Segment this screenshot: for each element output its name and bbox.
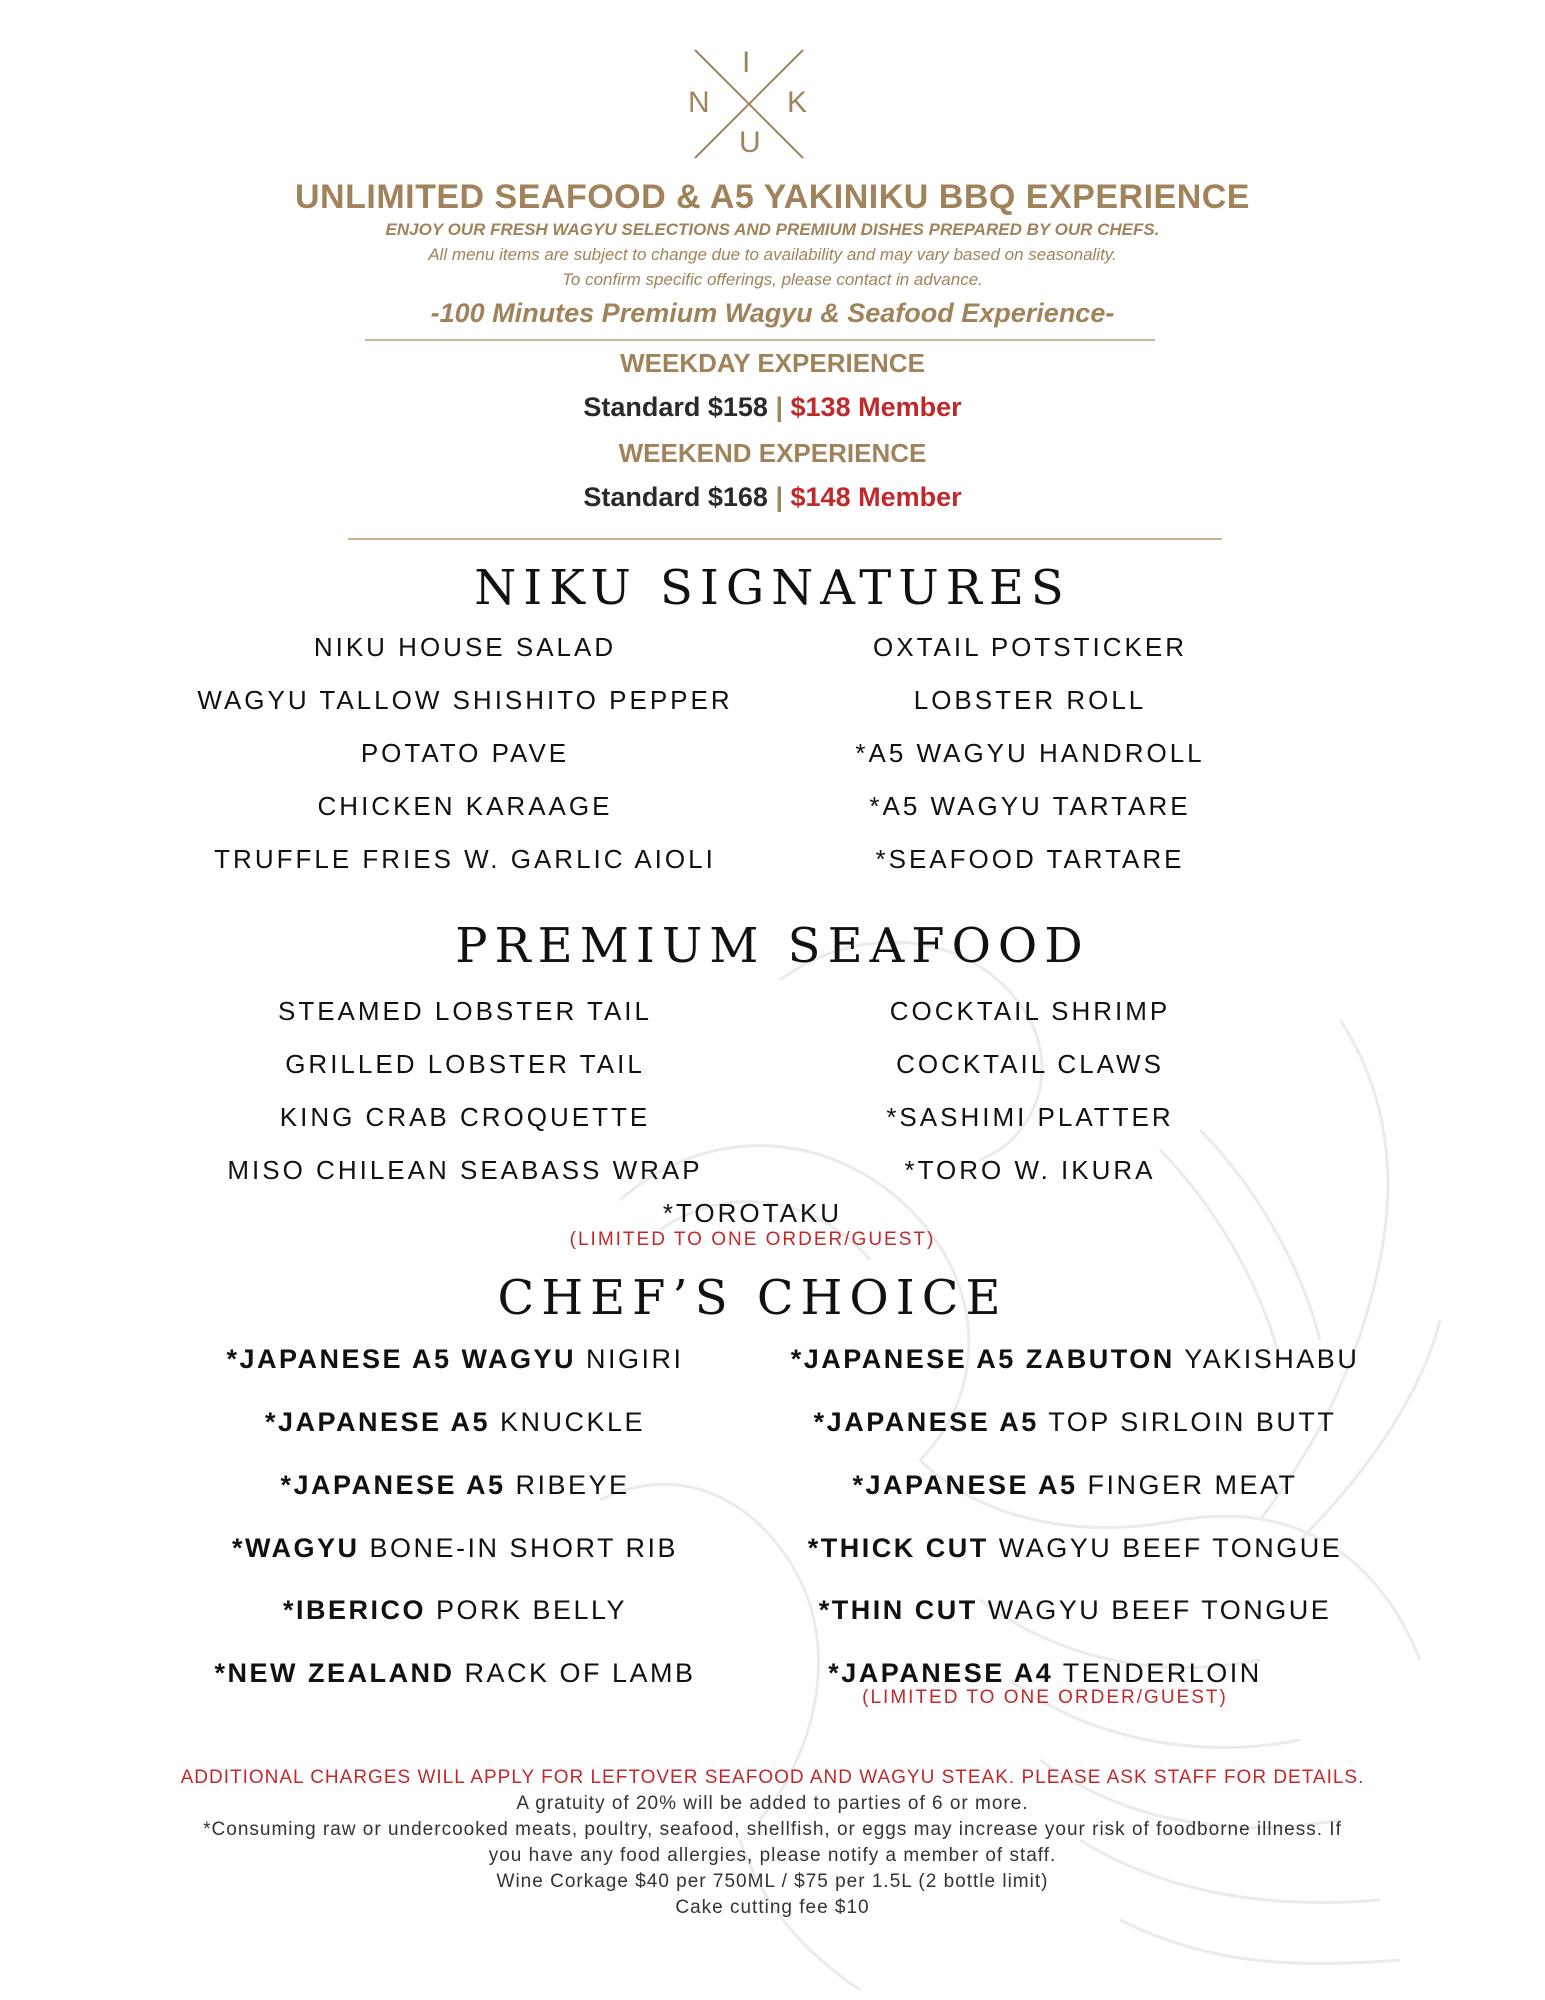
seafood-item: COCKTAIL SHRIMP	[889, 996, 1171, 1026]
section-title-chefs-choice: CHEF’S CHOICE	[497, 1270, 1008, 1326]
chef-item	[690, 1407, 1460, 1438]
chef-item-grade: *THICK CUT	[807, 1533, 989, 1563]
chef-item	[690, 1470, 1460, 1501]
weekend-standard-price: Standard $168	[583, 482, 768, 512]
seafood-item: GRILLED LOBSTER TAIL	[285, 1049, 645, 1079]
chef-item-grade: *IBERICO	[282, 1595, 426, 1625]
chef-item	[690, 1658, 1400, 1689]
consumption-warning: *Consuming raw or undercooked meats, poultry, seafood, shellfish, or eggs may increase your risk of foodborne illness. If	[203, 1819, 1342, 1840]
cake-cutting-fee: Cake cutting fee $10	[675, 1897, 870, 1918]
weekend-label: WEEKEND EXPERIENCE	[618, 438, 927, 468]
signature-item: OXTAIL POTSTICKER	[873, 632, 1187, 662]
divider-top	[365, 339, 1155, 341]
chef-item-cut: KNUCKLE	[490, 1407, 646, 1437]
chef-item	[690, 1533, 1460, 1564]
seafood-item: STEAMED LOBSTER TAIL	[277, 996, 652, 1026]
allergy-note: you have any food allergies, please notify a member of staff.	[488, 1845, 1057, 1866]
signature-item: POTATO PAVE	[360, 738, 570, 768]
limit-note: (LIMITED TO ONE ORDER/GUEST)	[862, 1687, 1228, 1708]
chef-item-cut: WAGYU BEEF TONGUE	[988, 1533, 1343, 1563]
chef-item-grade: *JAPANESE A5 WAGYU	[226, 1344, 577, 1374]
experience-duration: -100 Minutes Premium Wagyu & Seafood Experience-	[430, 298, 1115, 328]
seafood-item-torotaku: *TOROTAKU	[662, 1198, 843, 1228]
seafood-item: *TORO W. IKURA	[904, 1155, 1156, 1185]
chef-item-cut: RACK OF LAMB	[454, 1658, 696, 1688]
signature-item: *SEAFOOD TARTARE	[875, 844, 1185, 874]
price-separator: |	[767, 482, 791, 512]
weekend-member-price: $148 Member	[790, 482, 962, 512]
chef-item-cut: YAKISHABU	[1174, 1344, 1360, 1374]
divider-pricing	[348, 538, 1222, 540]
gratuity-note: A gratuity of 20% will be added to parties of 6 or more.	[516, 1793, 1029, 1814]
leftover-charge-note: ADDITIONAL CHARGES WILL APPLY FOR LEFTOVER SEAFOOD AND WAGYU STEAK. PLEASE ASK STAFF FOR DETAILS.	[180, 1767, 1365, 1788]
chef-item-cut: WAGYU BEEF TONGUE	[977, 1595, 1332, 1625]
signature-item: TRUFFLE FRIES W. GARLIC AIOLI	[214, 844, 716, 874]
signature-item: *A5 WAGYU HANDROLL	[855, 738, 1205, 768]
logo-letter-left: N	[688, 86, 710, 119]
chef-item-cut: TENDERLOIN	[1053, 1658, 1262, 1688]
chef-item-cut: PORK BELLY	[425, 1595, 628, 1625]
menu-title: UNLIMITED SEAFOOD & A5 YAKINIKU BBQ EXPERIENCE	[295, 178, 1250, 216]
section-title-seafood: PREMIUM SEAFOOD	[455, 918, 1090, 974]
contact-note: To confirm specific offerings, please contact in advance.	[562, 270, 983, 289]
chef-item-grade: *WAGYU	[231, 1533, 360, 1563]
chef-item-grade: *JAPANESE A4	[828, 1658, 1054, 1688]
chef-item-cut: NIGIRI	[576, 1344, 684, 1374]
menu-subtitle: ENJOY OUR FRESH WAGYU SELECTIONS AND PREMIUM DISHES PREPARED BY OUR CHEFS.	[385, 220, 1160, 239]
price-separator: |	[767, 392, 791, 422]
signature-item: WAGYU TALLOW SHISHITO PEPPER	[197, 685, 733, 715]
signature-item: *A5 WAGYU TARTARE	[869, 791, 1191, 821]
section-title-signatures: NIKU SIGNATURES	[474, 560, 1071, 616]
seafood-item: MISO CHILEAN SEABASS WRAP	[227, 1155, 703, 1185]
logo-letter-right: K	[787, 86, 808, 119]
chef-item-cut: RIBEYE	[505, 1470, 630, 1500]
limit-note: (LIMITED TO ONE ORDER/GUEST)	[569, 1229, 936, 1250]
weekday-label: WEEKDAY EXPERIENCE	[620, 348, 925, 378]
seafood-item: COCKTAIL CLAWS	[896, 1049, 1164, 1079]
weekday-member-price: $138 Member	[790, 392, 962, 422]
chef-item-grade: *JAPANESE A5 ZABUTON	[790, 1344, 1175, 1374]
chef-item-grade: *JAPANESE A5	[280, 1470, 506, 1500]
corkage-fee: Wine Corkage $40 per 750ML / $75 per 1.5L (2 bottle limit)	[496, 1871, 1049, 1892]
weekend-price	[0, 482, 1545, 513]
chef-item-grade: *JAPANESE A5	[264, 1407, 491, 1437]
chef-item-grade: *NEW ZEALAND	[214, 1658, 455, 1688]
logo-letter-top: I	[742, 46, 751, 79]
weekday-price	[0, 392, 1545, 423]
chef-item-grade: *JAPANESE A5	[852, 1470, 1078, 1500]
chef-item-grade: *JAPANESE A5	[813, 1407, 1039, 1437]
logo-letter-bottom: U	[739, 126, 761, 159]
signature-item: CHICKEN KARAAGE	[317, 791, 613, 821]
niku-logo	[688, 46, 808, 160]
chef-item	[690, 1595, 1460, 1626]
chef-item-cut: BONE-IN SHORT RIB	[359, 1533, 679, 1563]
signature-item: LOBSTER ROLL	[913, 685, 1147, 715]
chef-item-cut: TOP SIRLOIN BUTT	[1038, 1407, 1337, 1437]
chef-item	[690, 1344, 1460, 1375]
seafood-item: KING CRAB CROQUETTE	[279, 1102, 651, 1132]
signature-item: NIKU HOUSE SALAD	[313, 632, 617, 662]
availability-note: All menu items are subject to change due to availability and may vary based on seasonality.	[428, 245, 1117, 264]
chef-item-grade: *THIN CUT	[818, 1595, 978, 1625]
chef-item-cut: FINGER MEAT	[1077, 1470, 1298, 1500]
weekday-standard-price: Standard $158	[583, 392, 768, 422]
seafood-item: *SASHIMI PLATTER	[886, 1102, 1174, 1132]
